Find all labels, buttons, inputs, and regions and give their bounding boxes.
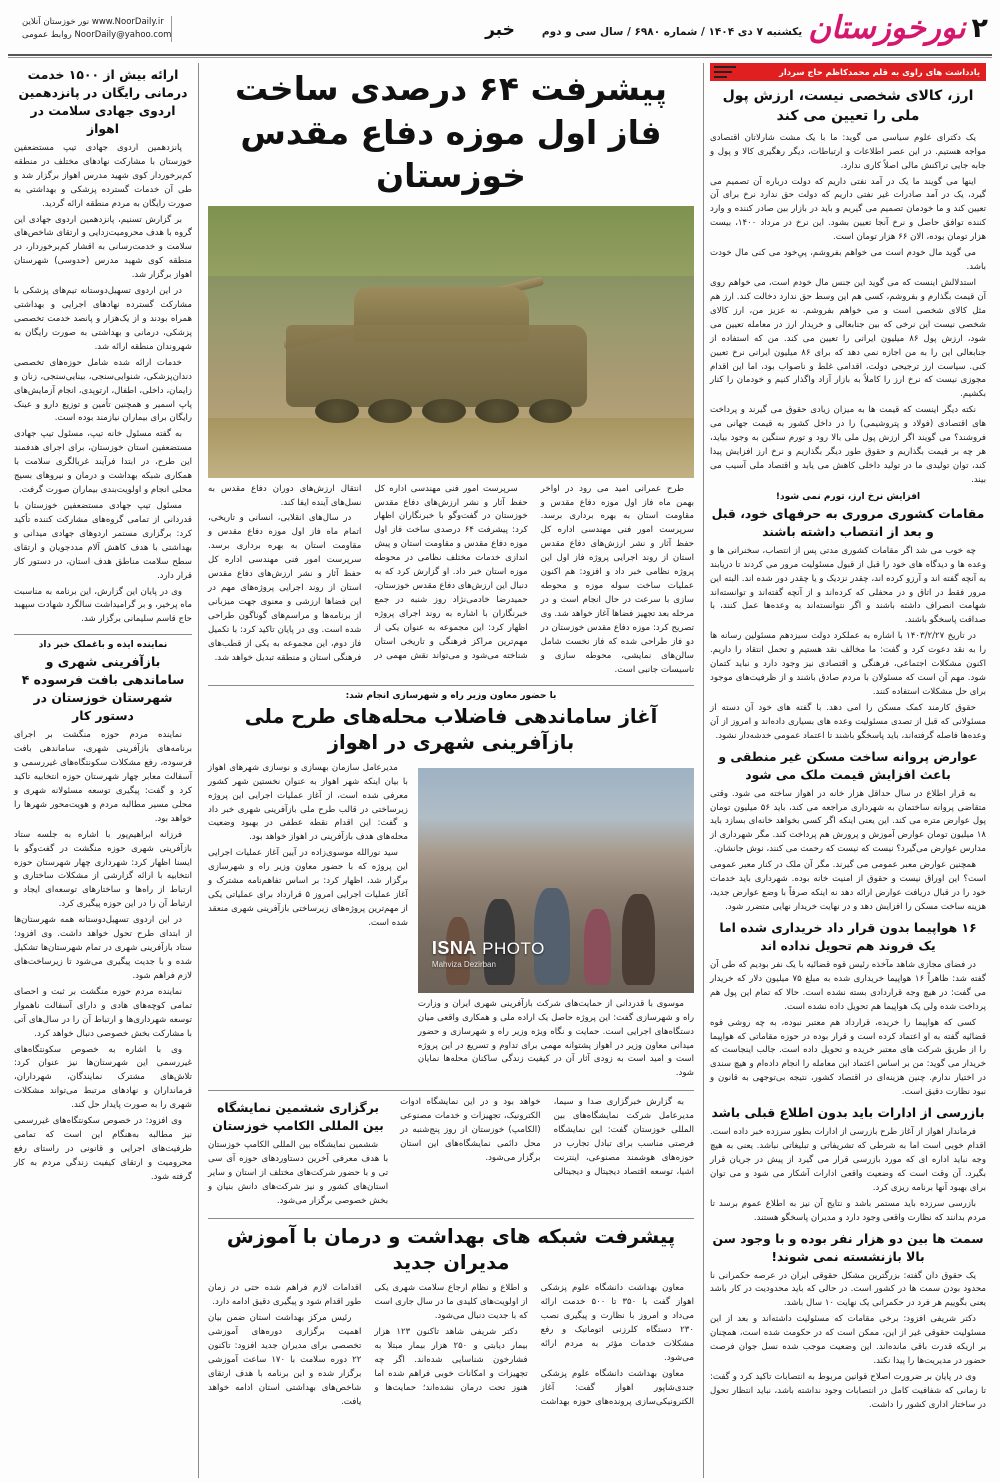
right-story-2-body <box>710 545 986 744</box>
mid-story-2-photo-col <box>418 762 694 1084</box>
photo-people <box>418 862 694 993</box>
menu-lines-icon <box>714 66 736 78</box>
right-story-5-headline[interactable]: بازرسی از ادارات باید بدون اطلاع قبلی باشد <box>711 1105 985 1121</box>
street-photo-wrap <box>418 768 694 993</box>
paragraph: همچنین عوارض معبر عمومی می گیرند. مگر آن ملک در کنار معبر عمومی است؟ این اوراق نیست و حقوق از امنیت خانه بوده. شهرداری باید خدمات خود را در قبال دریافت عوارض ارائه دهد نه اینکه صرفاً با وضع عوارض جدید، هزینه ساخت مسکن را افزایش دهد و در نهایت خریدار نهایی متضرر شود. <box>710 860 986 913</box>
newspaper-logo: نورخوزستان <box>808 9 966 46</box>
photo-credit-name: Mahviza Dezirban <box>431 959 496 969</box>
right-story-1-headline[interactable]: ارز، کالای شخصی نیست، ارزش پول ملی را تعیین می کند <box>722 88 974 124</box>
paragraph: در سال‌های انقلابی، انسانی و تاریخی، اتمام ماه فاز اول موزه دفاع مقدس و مقاومت استان به بهره برداری برسد. سرپرست امور فنی مهندسی اداره کل حفظ آثار و نشر ارزش‌های دفاع مقدس استان از روند اجرایی پروژه‌های مهم در این فضاها ارزشی و معنوی جهت میزبانی از برنامه‌ها و مراسم‌های گوناگون طراحی شده است. وی در پایان تاکید کرد: با تکمیل فاز دوم، این مجموعه به یکی از قطب‌های فرهنگی استان و منطقه تبدیل خواهد شد. <box>208 513 362 663</box>
mid-story-3-extra <box>400 1096 694 1180</box>
left-story-1 <box>14 66 192 627</box>
paragraph: به قرار اطلاع در سال حداقل هزار خانه در اهواز ساخته می شود. وقتی متقاضی پروانه ساختمان به شهرداری مراجعه می کند، باید ۵۶ میلیون تومان پول عوارض متره می کند. این یعنی اینکه اگر کسی بخواهد خانه‌ای بسازد باید ۱۸ میلیون تومان عوارض آموزش و پرورش هم پرداخت کند. مگر شهرداری از مدارس عوارض می‌گیرد؟ نیست که نیست که رحمت می کنند، نوش جانشان. <box>710 788 986 855</box>
right-story-3-body <box>710 788 986 915</box>
person-figure <box>584 909 612 985</box>
section-title: خبر <box>485 20 515 40</box>
divider <box>208 685 694 686</box>
paragraph: سرپرست امور فنی مهندسی اداره کل حفظ آثار و نشر ارزش‌های دفاع مقدس خوزستان در گفت‌وگو با خبرنگاران اظهار کرد: پیشرفت ۶۴ درصدی ساخت فاز اول موزه دفاع مقدس و مقاومت استان و پیش اندازی خدمات مختلف نظامی در محوطه موزه استان خبر داد. او گزارش کرد که به دنبال این ارزش‌های دفاع مقدس خوزستان، حمیدرضا خادمی‌نژاد روز شنبه در جمع خبرنگاران با اشاره به روند اجرای پروژه اظهار کرد: این مجموعه به عنوان یکی از مهم‌ترین مراکز فرهنگی و تاریخی استان شناخته می‌شود و می‌تواند نقش مهمی در انتقال ارزش‌های دوران دفاع مقدس به نسل‌های آینده ایفا کند. <box>208 483 528 661</box>
right-story-4-headline[interactable]: ۱۶ هواپیما بدون قرار داد خریداری شده اما یک فروند هم تحویل نداده اند <box>719 919 977 953</box>
paragraph: رئیس مرکز بهداشت استان ضمن بیان اهمیت برگزاری دوره‌های آموزشی تخصصی برای مدیران جدید افزود: تاکنون ۲۲ دوره سلامت با ۱۷۰ ساعت آموزشی برگزار شده و این برنامه با هدف ارتقای شاخص‌های بهداشتی استان ادامه خواهد یافت. <box>208 1313 362 1407</box>
person-figure <box>622 894 655 985</box>
right-story-2 <box>710 492 986 744</box>
paragraph: یک دکترای علوم سیاسی می گوید: ما با یک مشت شارلاتان اقتصادی مواجه هستیم. در این عصر اطلاعات و ارتباطات، دیگر رهگیری کالا و پول و جابه جایی تراکنش مالی اصلاً کاری ندارد. <box>710 132 986 171</box>
lead-headline[interactable]: پیشرفت ۶۴ درصدی ساخت فاز اول موزه دفاع مقدس خوزستان <box>235 69 667 196</box>
left-story-2-headline[interactable]: بازآفرینی شهری و ساماندهی بافت فرسوده ۴ شهرستان خوزستان در دستور کار <box>21 654 185 724</box>
pr-label-fa: روابط عمومی <box>22 30 72 40</box>
right-story-6-body <box>710 1270 986 1413</box>
website-line <box>22 16 171 29</box>
paragraph: بازرسی سرزده باید مستمر باشد و نتایج آن نیز به اطلاع عموم برسد تا مردم بدانند که نظارت واقعی وجود دارد و مدیران پاسخگو هستند. <box>710 1198 986 1223</box>
paragraph: نماینده مردم حوزه منگشت بر اجرای برنامه‌های بازآفرینی شهری، ساماندهی بافت فرسوده، رفع مشکلات سکونتگاه‌های غیررسمی و آسفالت معابر چهار شهرستان حوزه انتخابیه تاکید کرد و گفت: پیگیری توسعه مسئولانه شهری و محلی مسیر مطالبه مردم و هویت‌محور شهرها را خواهد بود. <box>14 730 192 824</box>
right-story-1 <box>710 87 986 488</box>
mid-story-2-kicker: با حضور معاون وزیر راه و شهرسازی انجام شد: <box>345 690 557 701</box>
mid-story-3-main <box>208 1096 388 1211</box>
tank-wheel <box>475 399 519 423</box>
mid-story-2-col3 <box>418 998 694 1082</box>
website-url[interactable]: www.NoorDaily.ir <box>91 17 164 28</box>
left-story-2-kicker: نماینده ایذه و باغملک خبر داد <box>38 640 168 651</box>
paragraph: مسئول تیپ جهادی مستضعفین خوزستان با قدردانی از تمامی گروه‌های مشارکت کننده تأکید کرد: برگزاری مستمر اردوهای جهادی میدانی و بهداشتی با هدف کاهش آلام مددجویان و ارتقای سطح سلامت مناطق هدف استان، در دستور کار قرار دارد. <box>14 500 192 581</box>
paragraph: در این اردوی تسهیل‌دوستانه همه شهرستان‌ها از ابتدای طرح تحول خواهد داشت. وی افزود: ستاد بازآفرینی شهری در تمام شهرستان‌ها تشکیل شده و با جدیت پیگیری می‌شود تا زیرساخت‌های لازم فراهم شود. <box>14 915 192 981</box>
tank-wheel <box>422 399 466 423</box>
paragraph: اینها می گویند ما یک در آمد نفتی داریم که دولت درباره آن تصمیم می گیرد، یک در آمد صادرات غیر نفتی داریم که دولت حق ندارد نرخ برای آن تعیین کند و ما خودمان تصمیم می گیریم و باید در بازار بین صادر کننده و وارد کننده توافق حاصل و نرخ آنجا تعیین بشود. این نرخ در مرداد ۱۴۰۰، بیست هزار تومان بوده، الان ۶۶ هزار تومان است. <box>710 176 986 243</box>
opinion-banner <box>710 63 986 81</box>
paragraph: خدمات ارائه شده شامل حوزه‌های تخصصی دندان‌پزشکی، شنوایی‌سنجی، بینایی‌سنجی، زنان و زایمان، داخلی، اطفال، ارتوپدی، انجام آزمایش‌های پاپ اسمیر و همچنین تأمین و توزیع دارو و عینک رایگان برای بیماران نیازمند بوده است. <box>14 357 192 424</box>
mid-story-3-layout <box>208 1096 694 1211</box>
paragraph: ششمین نمایشگاه بین المللی الکامپ خوزستان با هدف معرفی آخرین دستاوردهای حوزه آی سی تی و با حضور شرکت‌های مختلف از استان و سایر استان‌های کشور و نیز شرکت‌های دانش بنیان و بخش خصوصی برگزار می‌شود. <box>208 1140 389 1206</box>
right-story-3-headline[interactable]: عوارض پروانه ساخت مسکن غیر منطقی و باعث افزایش قیمت ملک می شود <box>718 748 978 782</box>
mid-story-3-body <box>208 1139 388 1209</box>
paragraph: به گفته مسئول خانه تیپ، مسئول تیپ جهادی مستضعفین استان خوزستان، برای اجرای هدفمند این طرح، در ابتدا فرآیند غربالگری سلامت با همکاری شبکه بهداشت و درمان و نیروهای بسیج محلی انجام و اولویت‌بندی بیماران صورت گرفت. <box>14 429 192 496</box>
mid-story-4-headline[interactable]: پیشرفت شبکه های بهداشت و درمان با آموزش مدیران جدید <box>226 1224 676 1275</box>
right-story-6-headline[interactable]: سمت ها بین دو هزار نفر بوده و با وجود سن بالا بازنشسته نمی شوند! <box>712 1230 984 1264</box>
paragraph: دکتر شریفی شاهد تاکنون ۱۲۳ هزار بیمار دیابتی و ۲۵۰ هزار بیمار مبتلا به فشارخون شناسایی شده‌اند. اگر چه تجهیزات و امکانات خوبی فراهم شده اما هنوز تحت درمان نشده‌اند؛ حمایت‌ها و اقدامات لازم فراهم شده حتی در زمان طور اقدام شود و پیگیری دقیق ادامه دارد. <box>208 1283 528 1393</box>
right-story-5-body <box>710 1126 986 1225</box>
mid-story-4-body <box>208 1282 694 1409</box>
lead-body <box>208 483 694 678</box>
page-number: ۲ <box>971 12 988 44</box>
tank-wheel <box>368 399 412 423</box>
right-story-4 <box>710 919 986 1100</box>
masthead <box>8 6 992 52</box>
street-photo <box>418 768 694 993</box>
masthead-date: یکشنبه ۷ دی ۱۴۰۴ / شماره ۶۹۸۰ / سال سی و دوم <box>541 25 803 38</box>
person-figure <box>534 888 570 985</box>
email-address[interactable]: NoorDaily@yahoo.com <box>74 30 172 40</box>
tank-photo <box>208 206 694 478</box>
masthead-contact <box>12 16 172 42</box>
left-story-2 <box>14 640 192 1184</box>
paragraph: در فضای مجازی شاهد مآخذه رئیس قوه قضائیه با یک نفر بودیم که طی آن گفته شد: ظاهراً ۱۶ هواپیما خریداری شده به مبلغ ۷۵ میلیون دلار که خریدار می گفت: در هیچ وجه قراردادی بسته نشده است. حالا که تمام این پول هم پرداخت شده ولی یک هواپیما هم تحویل داده نشده است. <box>710 959 987 1012</box>
paragraph: حقوق کارمند کمک مسکن را امی دهد. با گفته های خود آن دسته از مسئولانی که قبل از تصدی مسئولیت وعده های بسیاری داده‌اند و امروز از آن وعده‌ها فاصله گرفته‌اند، باید پاسخگو باشند تا اعتماد عمومی خدشه‌دار نشود. <box>710 702 986 741</box>
paragraph: بر گزارش تسنیم، پانزدهمین اردوی جهادی این گروه با هدف محرومیت‌زدایی و ارتقای شاخص‌های سلامت و خدمت‌رسانی به اقشار کم‌برخوردار، در منطقه کوی شهید مدرس (حدوسی) شهرستان اهواز برگزار شد. <box>14 214 192 281</box>
paragraph: معاون بهداشت دانشگاه علوم پزشکی اهواز گفت با ۳۵۰ تا ۵۰۰ خدمت ارائه می‌داد و امروز با نظارت و پیگیری نصب ۲۳۰ دستگاه کلرزنی اتوماتیک و رفع مشکلات خدمات مؤثر به مردم ارائه می‌شود. <box>540 1283 694 1363</box>
right-story-6 <box>710 1230 986 1413</box>
mid-story-3-headline[interactable]: برگزاری ششمین نمایشگاه بین المللی الکامپ خوزستان <box>212 1100 384 1134</box>
paragraph: چه خوب می شد اگر مقامات کشوری مدتی پس از انتصاب، سخنرانی ها و وعده ها و دیدگاه های خود را قبل از قبول مسئولیت مرور می کردند تا دریابند به آنچه گفته اند و آرزو کرده اند، چقدر نزدیک و یا چقدر دور شده اند. البته این مرور فقط در اتاق و در محفلی که کرده‌اند و از آنچه گفته‌اند و توانسته‌اند شهامت انصراف داشته باشند و اگر نتوانسته‌اند به وعده‌ها عمل کنند، با صداقت پاسخگو باشند. <box>710 545 986 626</box>
right-story-3 <box>710 748 986 915</box>
photo-ground <box>208 418 694 478</box>
right-story-2-kicker: افزایش نرخ ارز، تورم نمی شود! <box>775 491 921 502</box>
masthead-rule <box>8 54 992 58</box>
paragraph: موسوی با قدردانی از حمایت‌های شرکت بازآفرینی شهری ایران و وزارت راه و شهرسازی گفت: این پروژه حاصل یک اراده ملی و همکاری واقعی میان دستگاه‌های اجرایی است. حمایت و نگاه ویژه وزیر راه و شهرسازی و حضور میدانی معاون وزیر در اهواز پشتوانه مهمی برای تداوم و تسریع در این پروژه است و امید است به زودی آثار آن در کیفیت زندگی ساکنان محله‌ها نمایان شود. <box>417 998 694 1079</box>
photo-sky <box>208 206 694 277</box>
left-story-1-body <box>14 142 192 627</box>
photo-credit-brand: ISNA <box>431 937 477 958</box>
right-column <box>704 63 992 1478</box>
paragraph: وی افزود: در خصوص سکونتگاه‌های غیررسمی نیز مطالبه به‌هنگام این است که تمامی ظرفیت‌های اجرایی و قانونی در راستای رفع محرومیت و ارتقای کیفیت زندگی مردم به کار گرفته شود. <box>14 1116 192 1182</box>
email-line <box>22 29 171 42</box>
left-column <box>8 63 198 1478</box>
divider <box>14 634 192 635</box>
photo-credit-word: PHOTO <box>482 938 545 958</box>
opinion-banner-text: یادداشت های راوی به قلم محمدکاظم حاج سردار <box>779 67 980 77</box>
paragraph: نکته دیگر اینست که قیمت ها به میزان زیادی حقوق می گیرند و پرداخت های اقتصادی (فولاد و پتروشیمی) را در داخل کشور به قیمت جهانی می فروشند؟ می گویند اگر ارزش پول ملی بالا رود و تورم سنگین به وجود بیاید، هر چه بر قیمت بگذاریم و حقوق طور دیگر بگذاریم و نرخ ارز افزایش پیدا کند، توان تولیدی ما در تولید داخلی کاهش می یابد و اقتصاد ملی آسیب می بیند. <box>710 405 986 485</box>
paragraph: در تاریخ ۱۴۰۳/۲/۲۷ با اشاره به عملکرد دولت سیزدهم مسئولین رسانه ها را به نقد دعوت کرد و گفت: ما مخالف نقد هستیم و تحمل انتقاد را داریم. اکنون مشکلات اجتماعی، فرهنگی و اقتصادی نیز وجود دارد و نباید کتمان شود. مهم آن است که مسئولان با مردم صادق باشند و از ظرفیت‌های موجود برای حل مشکلات استفاده کنند. <box>710 631 986 697</box>
tank-hull <box>286 325 587 407</box>
left-story-1-headline[interactable]: ارائه بیش از ۱۵۰۰ خدمت درمانی رایگان در پانزدهمین اردوی جهادی سلامت در اهواز <box>18 67 188 136</box>
paragraph: استدلالش اینست که می گوید این جنس مال خودم است، می خواهم روی آن قیمت بگذارم و بفروشم، کسی هم این وسط حق ندارد دخالت کند. ارز هم مثل کالای شخصی است و می خواهم بفروشم. نه عزیز من، ارز کالای شخصی نیست این نرخی که بین جنابعالی و خریدار ارز در معامله تعیین می شود، ارزش پول ۸۶ میلیون ایرانی را تعیین می کند. من که استفاده از جنابعالی این را به من اجازه نمی دهد که برای ۸۶ میلیون ایرانی نرخ تعیین کنی. سیاست ارز ترجیحی دولت، اقدامی غلط و ناصواب بود، اما این اقدام مجوزی نیست که نرخ ارز را کاملاً به بازار آزاد واگذار کنیم و خودمان را کنار بکشیم. <box>710 277 986 400</box>
paragraph: فرماندار اهواز از آغاز طرح بازرسی از ادارات بطور سرزده خبر داده است. اقدام خوبی است اما به شرطی که تشریفاتی و تبلیغاتی نباشد. یعنی به هیچ وجه نباید اداره ای که مورد بازرسی قرار می گیرد از پیش در جریان قرار بگیرد. آن وقت است که وضعیت واقعی ادارات آشکار می شود و می توان برای بهبود آنها برنامه ریزی کرد. <box>710 1127 986 1193</box>
website-label-fa: نور خوزستان آنلاین <box>22 17 90 28</box>
right-story-1-body <box>710 132 986 488</box>
paragraph: یک حقوق دان گفته: بزرگترین مشکل حقوقی ایران در عرصه حکمرانی نا محدود بودن سمت ها در کشور است. در حالی که باید محدودیت در کار باشد یعنی بگوییم هر فرد در حکمرانی یک نهایت ۱۰ سال باشد. <box>710 1270 986 1309</box>
mid-story-2-layout <box>208 762 694 1084</box>
paragraph: پانزدهمین اردوی جهادی تیپ مستضعفین خوزستان با مشارکت نهادهای مختلف در منطقه کم‌برخوردار کوی شهید مدرس اهواز برگزار شد و طی آن خدمات گسترده پزشکی و بهداشتی به صورت رایگان به مردم منطقه ارائه گردید. <box>14 142 192 209</box>
right-story-5 <box>710 1104 986 1225</box>
paragraph: وی با اشاره به خصوص سکونتگاه‌های غیررسمی این شهرستان‌ها نیز عنوان کرد: تلاش‌های مشترک نمایندگان، شهرداران، فرمانداران و نهادهای مرتبط می‌تواند مشکلات شهری را به صورت پایدار حل کند. <box>14 1044 192 1111</box>
paragraph: وی در پایان این گزارش، این برنامه به مناسبت ماه پرخیر، و بر گرامیداشت سالگرد شهادت سپهبد حاج قاسم سلیمانی برگزار شد. <box>14 586 192 625</box>
mid-story-2-text-col <box>208 762 408 933</box>
paragraph: وی در پایان بر ضرورت اصلاح قوانین مربوط به انتصابات تاکید کرد و گفت: تا زمانی که شفافیت کامل در انتصابات وجود نداشته باشد، نباید انتظار تحول در ساختار اداری کشور را داشت. <box>710 1371 986 1410</box>
paragraph: معاون بهداشت دانشگاه علوم پزشکی جندی‌شاپور اهواز گفت: آغاز الکترونیکی‌سازی پرونده‌های حوزه بهداشت و اطلاع و نظام ارجاع سلامت شهری یکی از اولویت‌های کلیدی ما در سال جاری است که با جدیت دنبال می‌شود. <box>374 1283 694 1407</box>
divider <box>208 1218 694 1219</box>
paragraph: طرح عمرانی امید می رود در اواخر بهمن ماه فاز اول موزه دفاع مقدس و مقاومت استان به بهره برداری برسد. سرپرست امور فنی مهندسی اداره کل حفظ آثار و نشر ارزش‌های دفاع مقدس استان از روند اجرایی پروژه فاز اول این پروژه نظامی خبر داد و افزود: هم اکنون عملیات ساخت سوله موزه و محوطه سازی با سرعت در حال انجام است و در مرحله بعد تجهیز فضاها آغاز خواهد شد. وی تصریح کرد: موزه دفاع مقدس خوزستان در دو فاز طراحی شده که فاز نخست شامل سالن‌های نمایشی، محوطه سازی و تاسیسات جانبی است. <box>540 483 694 675</box>
paragraph: دکتر شریفی افزود: برخی مقامات که مسئولیت داشته‌اند و بعد از این مسئولیت حقوقی غیر از این، ممکن است که در حکومت شده است، همچنان بر اریکه قدرت باقی مانده‌اند. این وضعیت موجب شده نسل جوان فرصت حضور در مدیریت‌ها را پیدا نکند. <box>710 1314 986 1367</box>
left-story-2-body <box>14 729 192 1185</box>
divider <box>208 1090 694 1091</box>
tank-wheel <box>315 399 359 423</box>
photo-credit <box>432 938 545 969</box>
paragraph: می گوید مال خودم است می خواهم بفروشم، پیِ‌خود می کنی مال خودت باشد. <box>710 248 986 273</box>
paragraph: مدیرعامل سازمان بهسازی و نوسازی شهرهای اهواز با بیان اینکه شهر اهواز به عنوان نخستین شهر کشور معرفی شده است، از آغاز عملیات اجرایی این پروژه زیرساختی در قالب طرح ملی بازآفرینی شهری خبر داد و گفت: این اقدام نقطه عطفی در بهبود وضعیت محله‌های هدف بازآفرینی در اهواز خواهد بود. <box>208 762 408 843</box>
paragraph: نماینده مردم حوزه منگشت بر ثبت و احصای تمامی کوچه‌های هادی و دارای آسفالت ناهموار توسعه شهرداری‌ها و ارتباط آن را در سال‌های آتی با مشارکت بخش خصوصی دنبال خواهد کرد. <box>14 986 192 1039</box>
mid-story-2-headline[interactable]: آغاز ساماندهی فاضلاب محله‌های طرح ملی بازآفرینی شهری در اهواز <box>244 704 658 754</box>
paragraph: فرزانه ابراهیم‌پور با اشاره به جلسه ستاد بازآفرینی شهری حوزه منگشت در گفت‌وگو با ایسنا اظهار کرد: شهرداری چهار شهرستان حوزه انتخابیه با ارائه گزارشی از مشکلات ساختاری و ارتباط از راه‌ها و ساختارهای توسعه‌ای ایجاد و ارتباط آن را در این حوزه پیگیری کرد. <box>14 829 192 910</box>
paragraph: سید نورالله موسوی‌زاده در آیین آغاز عملیات اجرایی این پروژه که با حضور معاون وزیر راه و شهرسازی برگزار شد، اظهار کرد: بر اساس تفاهم‌نامه مشترک و آغاز عملیات اجرایی امروز ۵ قرارداد برای عملیاتی یکی از مهم‌ترین پروژه‌های زیرساختی بازآفرینی شهری منعقد شده است. <box>208 848 408 928</box>
lead-photo-wrap <box>208 206 694 478</box>
paragraph: در این اردوی تسهیل‌دوستانه تیم‌های پزشکی با مشارکت گسترده نهادهای اجرایی و بهداشتی همراه بودند و از یک‌هزار و پانصد خدمت تخصصی پزشکی، درمانی و بهداشتی به صورت رایگان به شهروندان منطقه ارائه شد. <box>14 286 192 352</box>
right-story-4-body <box>710 959 986 1100</box>
content-grid <box>8 63 992 1478</box>
paragraph: به گزارش خبرگزاری صدا و سیما، مدیرعامل شرکت نمایشگاه‌های بین المللی خوزستان گفت: این نمایشگاه فرصتی مناسب برای تبادل تجارب در حوزه‌های هوشمند مصنوعی، اینترنت اشیا، توسعه اقتصاد دیجیتال و دیجیتالی خواهد بود و در این نمایشگاه ادوات الکترونیک، تجهیزات و خدمات مصنوعی (الکامپ) خوزستان از روز پنج‌شنبه در محل دائمی نمایشگاه‌های این استان برگزار می‌شود. <box>400 1097 694 1177</box>
right-story-2-headline[interactable]: مقامات کشوری مروری به حرفهای خود، قبل و بعد از انتصاب داشته باشند <box>711 505 985 539</box>
masthead-brand-group <box>541 9 988 46</box>
paragraph: کسی که هواپیما را خریده، قرارداد هم معتبر نبوده، به چه روشی قوه قضائیه گفته به او اعتماد کرده است و قرار بوده در حوزه مقاماتی که هواپیما را از طریق شرکت های معتبر خریده و تحویل داده است. جالب اینجاست که خریدار می گوید: من بر اساس اعتماد این معامله را انجام داده‌ام و هیچ سندی در اختیار ندارم. چنین هزینه‌ای در اقتصاد کشور، نتیجه بی‌توجهی به قانون و نبود نظارت دقیق است. <box>710 1017 986 1098</box>
middle-column <box>198 63 704 1478</box>
